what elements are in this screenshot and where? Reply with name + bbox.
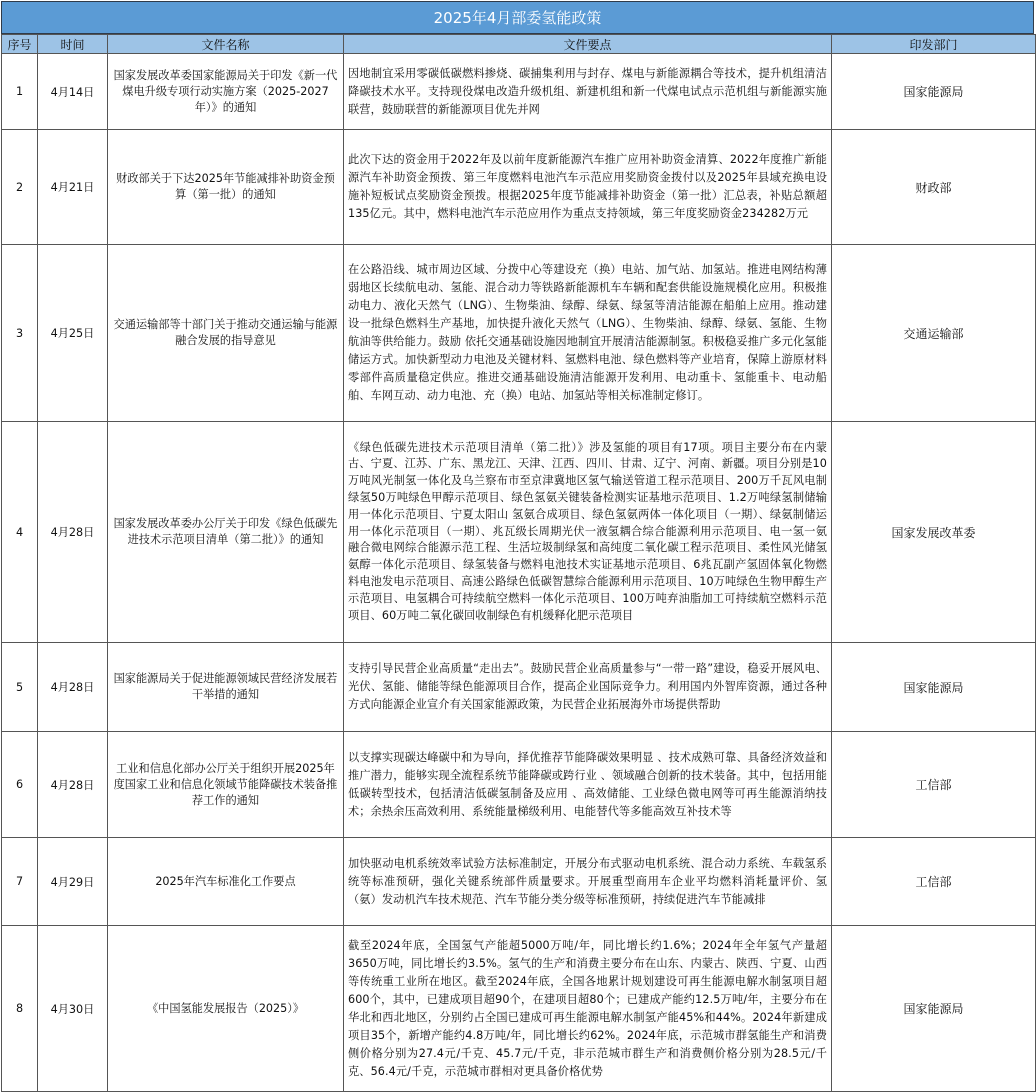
header-date: 时间 xyxy=(38,35,108,54)
table-row xyxy=(2,245,1036,422)
row-name: 工业和信息化部办公厅关于组织开展2025年度国家工业和信息化领域节能降碳技术装备推荐工作的通知 xyxy=(108,732,344,838)
row-date: 4月14日 xyxy=(38,54,108,130)
table-row xyxy=(2,838,1036,926)
header-row xyxy=(2,35,1036,54)
row-no: 3 xyxy=(2,245,38,422)
row-no: 4 xyxy=(2,422,38,643)
row-summary: 支持引导民营企业高质量“走出去”。鼓励民营企业高质量参与“一带一路”建设，稳妥开展风电、光伏、氢能、储能等绿色能源项目合作，提高企业国际竞争力。利用国内外智库资源，通过各种方式向能源企业宣介有关国家能源政策，为民营企业拓展海外市场提供帮助 xyxy=(344,643,832,732)
row-date: 4月29日 xyxy=(38,838,108,926)
row-no: 1 xyxy=(2,54,38,130)
header-name: 文件名称 xyxy=(108,35,344,54)
row-no: 2 xyxy=(2,130,38,245)
row-name: 交通运输部等十部门关于推动交通运输与能源融合发展的指导意见 xyxy=(108,245,344,422)
row-summary: 在公路沿线、城市周边区域、分拨中心等建设充（换）电站、加气站、加氢站。推进电网结构薄弱地区长续航电动、氢能、混合动力等铁路新能源机车车辆和配套供能设施规模化应用。积极推动电力、液化天然气（LNG）、生物柴油、绿醇、绿氨、绿氢等清洁能源在船舶上应用。推动建设一批绿色燃料生产基地，加快提升液化天然气（LNG）、生物柴油、绿醇、绿氨、氢能、生物航油等供给能力。鼓励 依托交通基础设施因地制宜开展清洁能源制氢。积极稳妥推广多元化氢能储运方式。加快新型动力电池及关键材料、氢燃料电池、绿色燃料等产业培育，保障上游原材料零部件高质量稳定供应。推进交通基础设施清洁能源开发利用、电动重卡、氢能重卡、电动船舶、车网互动、动力电池、充（换）电站、加氢站等相关标准制定修订。 xyxy=(344,245,832,422)
row-name: 财政部关于下达2025年节能减排补助资金预算（第一批）的通知 xyxy=(108,130,344,245)
row-name: 国家能源局关于促进能源领域民营经济发展若干举措的通知 xyxy=(108,643,344,732)
policy-table xyxy=(1,34,1036,1092)
row-date: 4月25日 xyxy=(38,245,108,422)
row-summary: 因地制宜采用零碳低碳燃料掺烧、碳捕集利用与封存、煤电与新能源耦合等技术，提升机组清洁降碳技术水平。支持现役煤电改造升级机组、新建机组和新一代煤电试点示范机组与新能源实施联营，鼓励联营的新能源项目优先并网 xyxy=(344,54,832,130)
row-dept: 交通运输部 xyxy=(832,245,1036,422)
row-no: 8 xyxy=(2,926,38,1092)
row-name: 国家发展改革委办公厅关于印发《绿色低碳先进技术示范项目清单（第二批）》的通知 xyxy=(108,422,344,643)
row-date: 4月21日 xyxy=(38,130,108,245)
table-row xyxy=(2,422,1036,643)
row-dept: 工信部 xyxy=(832,732,1036,838)
table-row xyxy=(2,732,1036,838)
row-no: 7 xyxy=(2,838,38,926)
sheet-title: 2025年4月部委氢能政策 xyxy=(1,1,1034,34)
header-dept: 印发部门 xyxy=(832,35,1036,54)
header-summary: 文件要点 xyxy=(344,35,832,54)
row-dept: 国家能源局 xyxy=(832,926,1036,1092)
row-no: 5 xyxy=(2,643,38,732)
row-summary: 截至2024年底，全国氢气产能超5000万吨/年，同比增长约1.6%；2024年全年氢气产量超3650万吨，同比增长约3.5%。氢气的生产和消费主要分布在山东、内蒙古、陕西、宁夏、山西等传统重工业所在地区。截至2024年底，全国各地累计规划建设可再生能源电解水制氢项目超600个，其中，已建成项目超90个，在建项目超80个；已建成产能约12.5万吨/年，主要分布在华北和西北地区，分别约占全国已建成可再生能源电解水制氢产能45%和44%。2024年新建成项目35个，新增产能约4.8万吨/年，同比增长约62%。2024年底，示范城市群氢能生产和消费侧价格分别为27.4元/千克、45.7元/千克，非示范城市群生产和消费侧价格分别为28.5元/千克、56.4元/千克，示范城市群相对更具备价格优势 xyxy=(344,926,832,1092)
row-summary: 此次下达的资金用于2022年及以前年度新能源汽车推广应用补助资金清算、2022年度推广新能源汽车补助资金预拨、第三年度燃料电池汽车示范应用奖励资金拨付以及2025年县域充换电设施补短板试点奖励资金预拨。根据2025年度节能减排补助资金（第一批）汇总表，补贴总额超135亿元。其中，燃料电池汽车示范应用作为重点支持领域，第三年度奖励资金234282万元 xyxy=(344,130,832,245)
row-dept: 国家能源局 xyxy=(832,54,1036,130)
row-dept: 国家发展改革委 xyxy=(832,422,1036,643)
row-summary: 加快驱动电机系统效率试验方法标准制定，开展分布式驱动电机系统、混合动力系统、车载氢系统等标准预研，强化关键系统部件质量要求。开展重型商用车企业平均燃料消耗量评价、氢（氨）发动机汽车技术规范、汽车节能分类分级等标准预研，持续促进汽车节能减排 xyxy=(344,838,832,926)
row-date: 4月30日 xyxy=(38,926,108,1092)
row-date: 4月28日 xyxy=(38,643,108,732)
table-row xyxy=(2,643,1036,732)
table-row xyxy=(2,926,1036,1092)
row-dept: 国家能源局 xyxy=(832,643,1036,732)
row-no: 6 xyxy=(2,732,38,838)
row-name: 2025年汽车标准化工作要点 xyxy=(108,838,344,926)
row-date: 4月28日 xyxy=(38,422,108,643)
table-row xyxy=(2,54,1036,130)
row-summary: 《绿色低碳先进技术示范项目清单（第二批）》涉及氢能的项目有17项。项目主要分布在内蒙古、宁夏、江苏、广东、黑龙江、天津、江西、四川、甘肃、辽宁、河南、新疆。项目分别是10万吨风光制氢一体化及乌兰察布市至京津冀地区氢气输送管道工程示范项目、200万千瓦风电制绿氢50万吨绿色甲醇示范项目、绿色氢氨关键装备检测实证基地示范项目、1.2万吨绿氢制储输用一体化示范项目、宁夏太阳山 氢氨合成项目、绿色氢氨两体一体化项目（一期）、绿氨制储运用一体化示范项目（一期）、兆瓦级长周期光伏一液氢耦合综合能源利用示范项目、电一氢一氨融合微电网综合能源示范工程、生活垃圾制绿氢和高纯度二氧化碳工程示范项目、柔性风光储氢氨醇一体化示范项目、绿氢装备与燃料电池技术实证基地示范项目、6兆瓦副产氢固体氧化物燃料电池发电示范项目、高速公路绿色低碳智慧综合能源利用示范项目、10万吨绿色生物甲醇生产示范项目、电氢耦合可持续航空燃料一体化示范项目、100万吨弃油脂加工可持续航空燃料示范项目、60万吨二氧化碳回收制绿色有机缓释化肥示范项目 xyxy=(344,422,832,643)
row-dept: 工信部 xyxy=(832,838,1036,926)
header-no: 序号 xyxy=(2,35,38,54)
row-name: 国家发展改革委国家能源局关于印发《新一代煤电升级专项行动实施方案（2025-2027年）》的通知 xyxy=(108,54,344,130)
row-name: 《中国氢能发展报告（2025）》 xyxy=(108,926,344,1092)
row-date: 4月28日 xyxy=(38,732,108,838)
table-row xyxy=(2,130,1036,245)
row-dept: 财政部 xyxy=(832,130,1036,245)
row-summary: 以支撑实现碳达峰碳中和为导向，择优推荐节能降碳效果明显 、技术成熟可靠、具备经济效益和推广潜力，能够实现全流程系统节能降碳或跨行业 、领域融合创新的技术装备。其中，包括用能低碳转型技术，包括清洁低碳氢制备及应用 、高效储能、工业绿色微电网等可再生能源消纳技术；余热余压高效利用、系统能量梯级利用、电能替代等多能高效互补技术等 xyxy=(344,732,832,838)
